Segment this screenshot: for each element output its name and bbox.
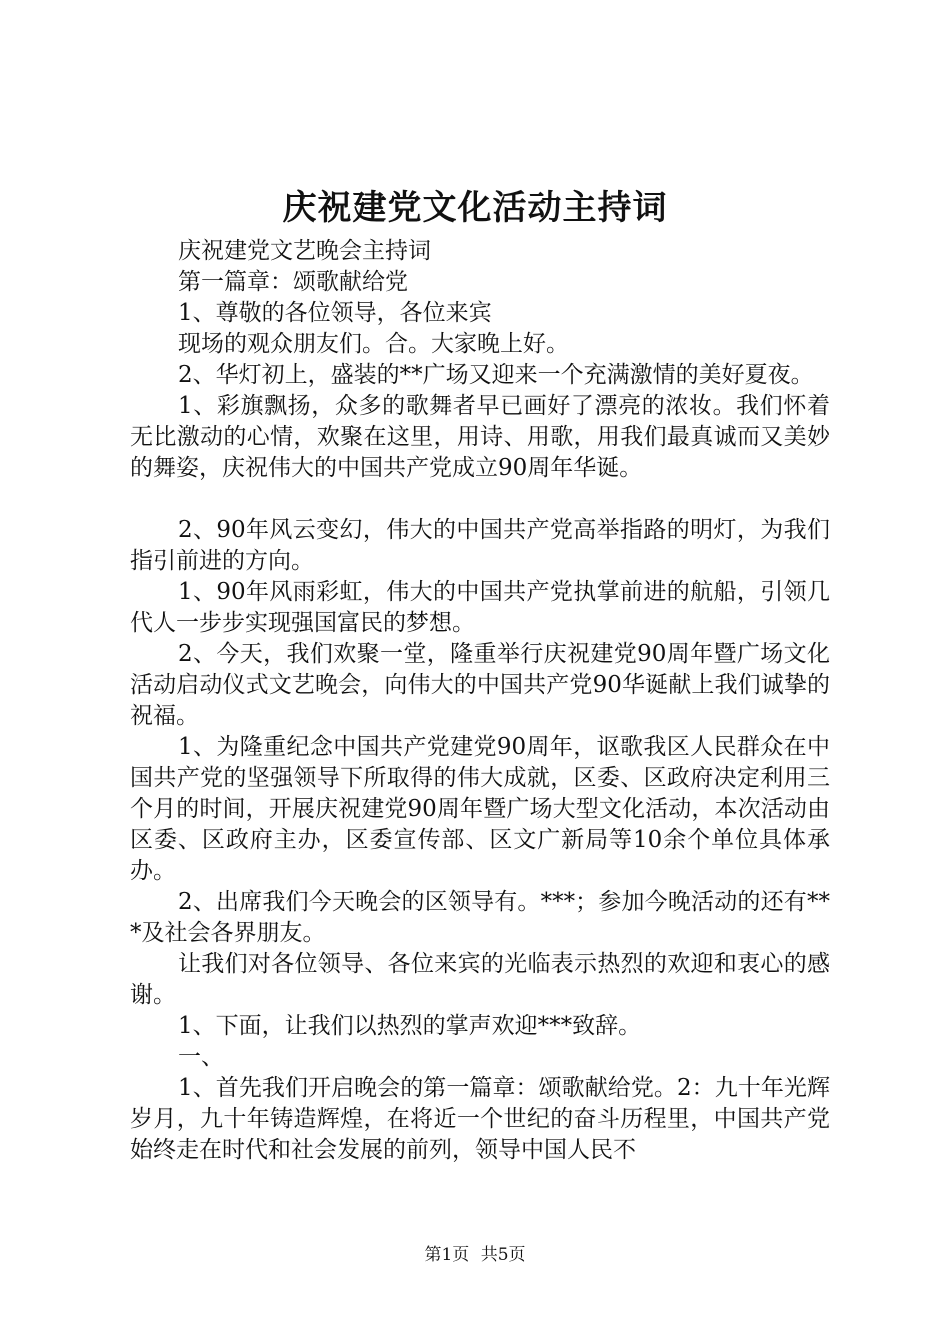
paragraph: 2、出席我们今天晚会的区领导有。***；参加今晚活动的还有***及社会各界朋友。 bbox=[130, 889, 830, 946]
paragraph: 1、尊敬的各位领导，各位来宾 bbox=[178, 300, 492, 326]
paragraph: 1、下面，让我们以热烈的掌声欢迎***致辞。 bbox=[178, 1013, 642, 1039]
page-total: 共5页 bbox=[480, 1245, 526, 1265]
paragraph: 现场的观众朋友们。合。大家晚上好。 bbox=[178, 331, 569, 357]
document-body bbox=[130, 236, 830, 1166]
paragraph: 1、首先我们开启晚会的第一篇章：颂歌献给党。2：九十年光辉岁月，九十年铸造辉煌，在将近一个世纪的奋斗历程里，中国共产党始终走在时代和社会发展的前列，领导中国人民不 bbox=[130, 1075, 830, 1163]
paragraph: 1、90年风雨彩虹，伟大的中国共产党执掌前进的航船，引领几代人一步步实现强国富民的梦想。 bbox=[130, 579, 830, 636]
page-number: 第1页 bbox=[424, 1245, 470, 1265]
blank-line bbox=[130, 484, 830, 515]
paragraph: 一、 bbox=[178, 1044, 224, 1070]
paragraph: 2、华灯初上，盛装的**广场又迎来一个充满激情的美好夏夜。 bbox=[178, 362, 814, 388]
paragraph: 1、为隆重纪念中国共产党建党90周年，讴歌我区人民群众在中国共产党的坚强领导下所取得的伟大成就，区委、区政府决定利用三个月的时间，开展庆祝建党90周年暨广场大型文化活动，本次活动由区委、区政府主办，区委宣传部、区文广新局等10余个单位具体承办。 bbox=[130, 734, 830, 884]
paragraph: 2、90年风云变幻，伟大的中国共产党高举指路的明灯，为我们指引前进的方向。 bbox=[130, 517, 830, 574]
document-title: 庆祝建党文化活动主持词 bbox=[282, 188, 668, 228]
paragraph: 让我们对各位领导、各位来宾的光临表示热烈的欢迎和衷心的感谢。 bbox=[130, 951, 830, 1008]
paragraph: 第一篇章：颂歌献给党 bbox=[178, 269, 408, 295]
page-footer bbox=[0, 1244, 950, 1266]
paragraph: 2、今天，我们欢聚一堂，隆重举行庆祝建党90周年暨广场文化活动启动仪式文艺晚会，向伟大的中国共产党90华诞献上我们诚挚的祝福。 bbox=[130, 641, 830, 729]
paragraph: 1、彩旗飘扬，众多的歌舞者早已画好了漂亮的浓妆。我们怀着无比激动的心情，欢聚在这里，用诗、用歌，用我们最真诚而又美妙的舞姿，庆祝伟大的中国共产党成立90周年华诞。 bbox=[130, 393, 830, 481]
paragraph: 庆祝建党文艺晚会主持词 bbox=[178, 238, 431, 264]
